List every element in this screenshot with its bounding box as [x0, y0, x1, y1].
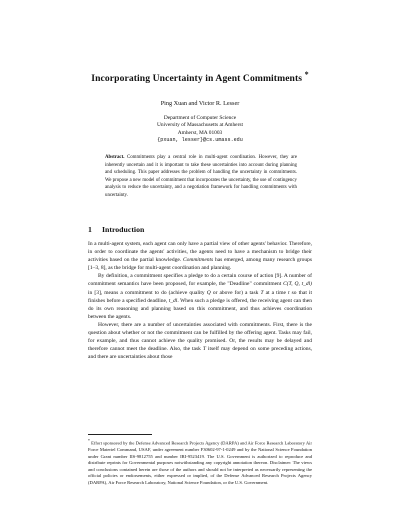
section-number: 1 [88, 225, 92, 234]
p2-symbol-t: T [260, 289, 264, 296]
footnote-divider [88, 434, 152, 435]
paragraph-2 [88, 272, 312, 321]
p2-symbol-time: t [288, 289, 290, 296]
p3-part-a: However, there are a number of uncertainties associated with commitments. First, there is the question about whether or not the commitment can be fulfilled by the offering agent. Tasks may fail, for example, and thus cannot achieve the quality promised. Or, the results may be delayed and therefore cannot meet the deadline. Also, the task [88, 321, 312, 353]
title-footnote-mark: * [304, 70, 309, 79]
abstract-label: Abstract. [105, 155, 125, 160]
affiliation-email: {pxuan, lesser}@cs.umass.edu [157, 137, 243, 144]
affiliation-block [0, 115, 400, 145]
p3-symbol-t: T [202, 346, 206, 353]
paper-title-text: Incorporating Uncertainty in Agent Commitments [91, 73, 303, 85]
p2-symbol-deadline: t_dl [168, 297, 178, 304]
affiliation-city: Amherst, MA 01003 [177, 129, 223, 136]
p2-symbol-q: Q [206, 289, 211, 296]
body-text [88, 240, 312, 361]
p1-part-a: In a multi-agent system, each agent can only have a partial view of other agents' behavior. Therefore, in order to coordinate the agents' activities, the agents need to have a mechanism to bridge their activities based on the partial knowledge. [88, 241, 312, 264]
footnote-mark: * [88, 439, 90, 443]
p1-part-b: has emerged, among many research groups [1–3, 8], as the bridge for multi-agent coordination and planning. [88, 257, 312, 272]
p2-part-a: By definition, a commitment specifies a pledge to do a certain course of action [9]. A number of commitment semantics have been proposed, for example, the "Deadline" commitment [88, 273, 312, 288]
section-heading [88, 225, 144, 234]
paragraph-1 [88, 240, 312, 272]
p2-part-b: in [3], means a commitment to do (achieve quality [88, 289, 205, 296]
affiliation-univ: University of Massachusetts at Amherst [157, 122, 243, 129]
section-title: Introduction [102, 225, 145, 234]
paper-authors: Ping Xuan and Victor R. Lesser [160, 100, 240, 107]
footnote-text: Effort sponsored by the Defense Advanced Research Projects Agency (DARPA) and Air Force Research Laboratory Air Force Materiel Command, USAF, under agreement number F30602-97-1-0249 and by the National Science Foundation under Grant number IIS-9812755 and number IRI-9523419. The U.S. Government is authorized to reproduce and distribute reprints for Governmental purposes notwithstanding any copyright annotation thereon. Disclaimer: The views and conclusions contained herein are those of the authors and should not be interpreted as necessarily representing the official policies or endorsements, either expressed or implied, of the Defense Advanced Research Projects Agency (DARPA), Air Force Research Laboratory, National Science Foundation, or the U.S. Government. [88, 440, 312, 485]
p2-part-e: so that it finishes before a specified deadline, [88, 289, 312, 304]
p2-part-d: at a time [265, 289, 286, 296]
paragraph-3 [88, 321, 312, 361]
p2-symbol-commitment: C(T, Q, t_dl) [283, 281, 313, 288]
p2-part-f: . When such a pledge is offered, the receiving agent can then do its own reasoning and planning based on this commitment, and thus achieves coordination between the agents. [88, 297, 313, 320]
abstract-block [105, 154, 297, 199]
paper-title [0, 70, 400, 84]
footnote-block [88, 438, 312, 486]
p1-emphasis: Commitments [182, 257, 214, 264]
p3-part-b: itself may depend on some preceding actions, and there are uncertainties about those [88, 346, 313, 361]
abstract-text: Commitments play a central role in multi-agent coordination. However, they are inherently uncertain and it is important to take these uncertainties into account during planning and scheduling. This paper addresses the problem of handling the uncertainty in commitments. We propose a new model of commitment that incorporates the uncertainty, the use of contingency analysis to reduce the uncertainty, and a negotiation framework for handling commitments with uncertainty. [105, 155, 297, 198]
p2-part-c: or above for) a task [212, 289, 259, 296]
affiliation-dept: Department of Computer Science [163, 115, 237, 121]
